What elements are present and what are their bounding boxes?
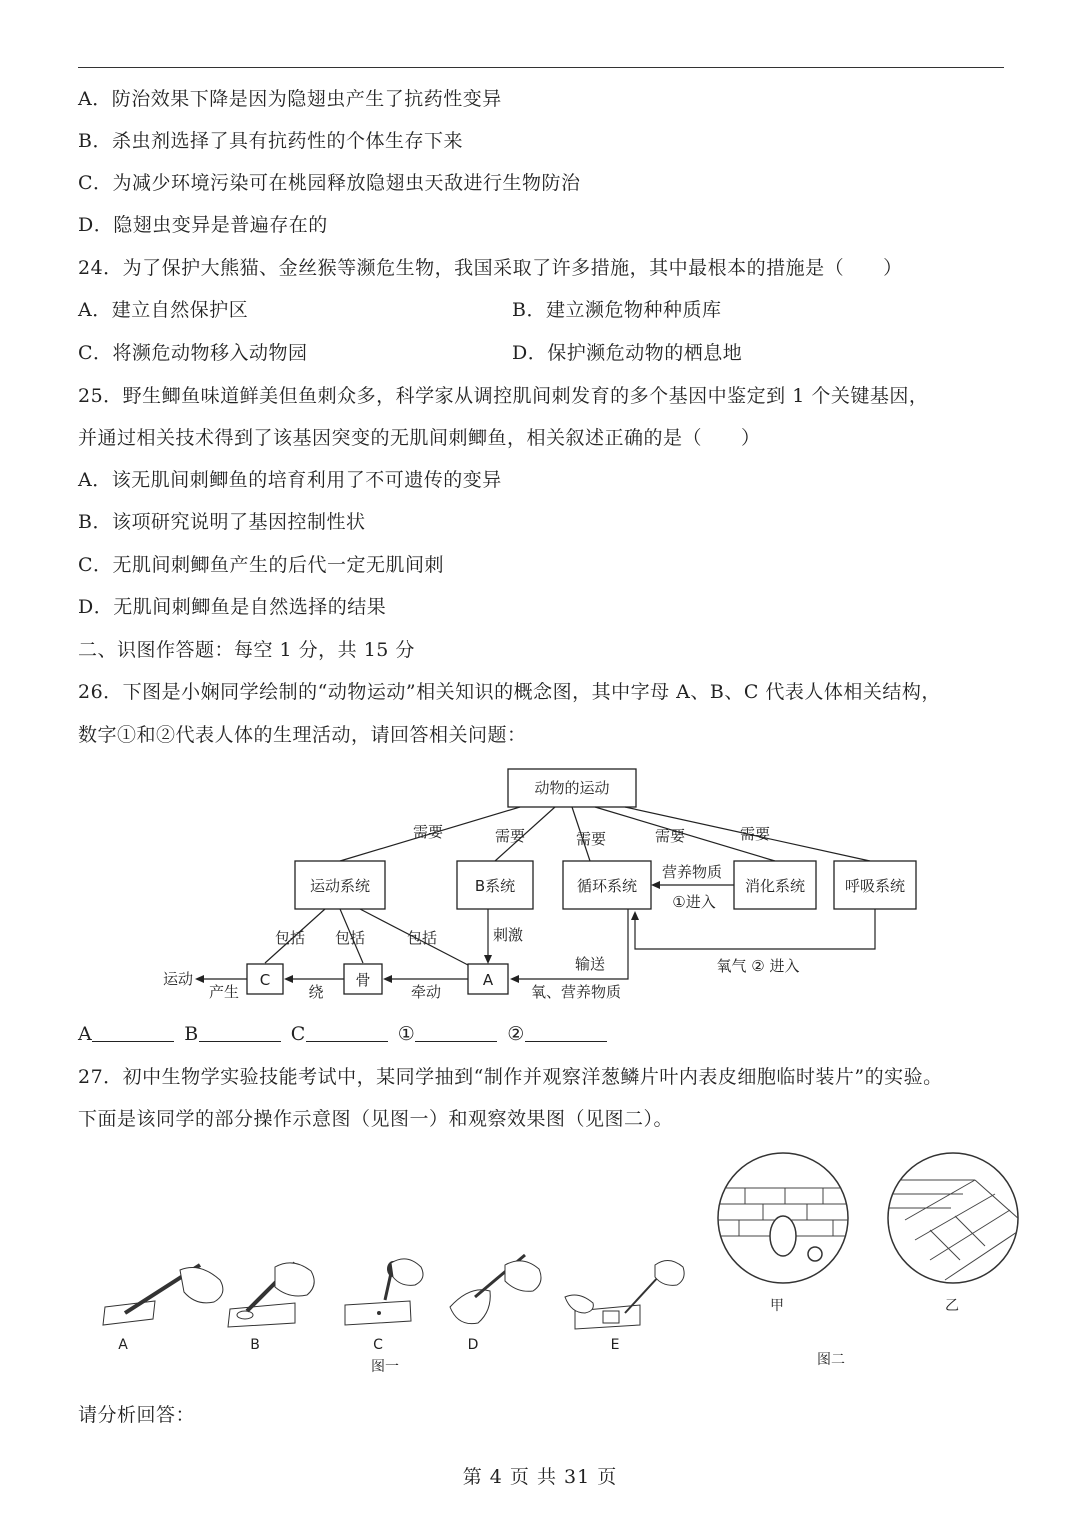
step-d-illustration — [450, 1255, 541, 1353]
node-circulatory-label: 循环系统 — [576, 877, 638, 895]
step-d-label: D — [467, 1337, 479, 1353]
q24-option-d: D．保护濒危动物的栖息地 — [512, 342, 743, 364]
step-e-label: E — [610, 1337, 620, 1353]
q24-option-a: A．建立自然保护区 — [78, 299, 249, 321]
label-around: 绕 — [308, 983, 324, 1001]
need-label-2: 需要 — [494, 827, 526, 845]
step-a-illustration — [103, 1265, 223, 1353]
blank-c-label: C — [290, 1023, 306, 1045]
q23-option-b: B．杀虫剂选择了具有抗药性的个体生存下来 — [78, 130, 463, 152]
view-jia-label: 甲 — [770, 1298, 784, 1314]
step-a-label: A — [118, 1337, 128, 1353]
step-b-illustration — [228, 1263, 314, 1353]
q26-stem-line2: 数字①和②代表人体的生理活动，请回答相关问题： — [78, 724, 527, 746]
need-label-5: 需要 — [739, 825, 771, 843]
step-b-label: B — [250, 1337, 260, 1353]
q25-stem-line1: 25．野生鲫鱼味道鲜美但鱼刺众多，科学家从调控肌间刺发育的多个基因中鉴定到 1 个关键基因， — [78, 385, 929, 407]
q25-option-a: A．该无肌间刺鲫鱼的培育利用了不可遗传的变异 — [78, 469, 502, 491]
q27-stem-line2: 下面是该同学的部分操作示意图（见图一）和观察效果图（见图二）。 — [78, 1108, 674, 1130]
blank-2[interactable] — [525, 1023, 607, 1042]
need-label-4: 需要 — [654, 827, 686, 845]
page-footer: 第 4 页 共 31 页 — [462, 1466, 618, 1488]
blank-a[interactable] — [92, 1023, 174, 1042]
include-label-1: 包括 — [274, 929, 306, 947]
analysis-prompt: 请分析回答： — [78, 1404, 196, 1426]
node-respiratory-label: 呼吸系统 — [844, 877, 906, 895]
need-label-3: 需要 — [575, 830, 607, 848]
include-label-2: 包括 — [334, 929, 366, 947]
blank-1[interactable] — [415, 1023, 497, 1042]
step-c-label: C — [373, 1337, 383, 1353]
node-c-label: C — [259, 971, 271, 989]
step-e-illustration — [565, 1260, 684, 1353]
include-label-3: 包括 — [406, 929, 438, 947]
node-a-label: A — [482, 971, 494, 989]
q25-option-d: D．无肌间刺鲫鱼是自然选择的结果 — [78, 596, 387, 618]
label-enter-1: ①进入 — [672, 893, 716, 911]
section-2-heading: 二、识图作答题：每空 1 分，共 15 分 — [78, 639, 415, 661]
q24-option-c: C．将濒危动物移入动物园 — [78, 342, 308, 364]
q25-option-c: C．无肌间刺鲫鱼产生的后代一定无肌间刺 — [78, 554, 445, 576]
q24-option-b: B．建立濒危物种种质库 — [512, 299, 722, 321]
blank-a-label: A — [78, 1023, 93, 1045]
header-rule — [78, 67, 1004, 68]
node-b-system-label: B系统 — [474, 877, 516, 895]
label-movement: 运动 — [162, 970, 194, 988]
label-pull: 牵动 — [410, 983, 442, 1001]
q27-stem-line1: 27．初中生物学实验技能考试中，某同学抽到“制作并观察洋葱鳞片叶内表皮细胞临时装片”的实验。 — [78, 1066, 943, 1088]
figure-1-caption: 图一 — [371, 1359, 399, 1375]
step-c-illustration — [345, 1259, 423, 1353]
q25-option-b: B．该项研究说明了基因控制性状 — [78, 511, 366, 533]
label-stimulus: 刺激 — [492, 926, 524, 944]
blank-c[interactable] — [306, 1023, 388, 1042]
node-bone-label: 骨 — [355, 971, 371, 989]
label-oxygen-enter-2: 氧气 ② 进入 — [716, 957, 800, 975]
label-transport: 输送 — [574, 955, 606, 973]
need-label-1: 需要 — [412, 823, 444, 841]
label-produce: 产生 — [208, 983, 240, 1001]
q25-stem-line2: 并通过相关技术得到了该基因突变的无肌间刺鲫鱼，相关叙述正确的是（ ） — [78, 427, 761, 449]
figure-1-operations — [95, 1245, 715, 1380]
q26-answer-blanks — [78, 1022, 617, 1046]
blank-b[interactable] — [199, 1023, 281, 1042]
node-digestive-label: 消化系统 — [744, 877, 806, 895]
view-yi-label: 乙 — [945, 1298, 959, 1314]
q26-stem-line1: 26．下图是小娴同学绘制的“动物运动”相关知识的概念图，其中字母 A、B、C 代表人体相关结构， — [78, 681, 941, 703]
blank-1-label: ① — [397, 1023, 416, 1045]
node-root-label: 动物的运动 — [534, 779, 610, 797]
view-yi — [885, 1153, 1020, 1314]
figure-2-views — [715, 1150, 1025, 1370]
q23-option-d: D．隐翅虫变异是普遍存在的 — [78, 214, 328, 236]
view-jia — [715, 1153, 855, 1314]
label-oxygen-nutrients: 氧、营养物质 — [530, 983, 622, 1001]
node-motor-system-label: 运动系统 — [309, 877, 371, 895]
label-nutrients: 营养物质 — [661, 863, 723, 881]
concept-map — [150, 765, 930, 1010]
blank-b-label: B — [184, 1023, 199, 1045]
q23-option-a: A．防治效果下降是因为隐翅虫产生了抗药性变异 — [78, 88, 502, 110]
blank-2-label: ② — [507, 1023, 525, 1045]
q23-option-c: C．为减少环境污染可在桃园释放隐翅虫天敌进行生物防治 — [78, 172, 581, 194]
figure-2-caption: 图二 — [817, 1352, 845, 1368]
q24-stem: 24．为了保护大熊猫、金丝猴等濒危生物，我国采取了许多措施，其中最根本的措施是（ ） — [78, 257, 903, 279]
